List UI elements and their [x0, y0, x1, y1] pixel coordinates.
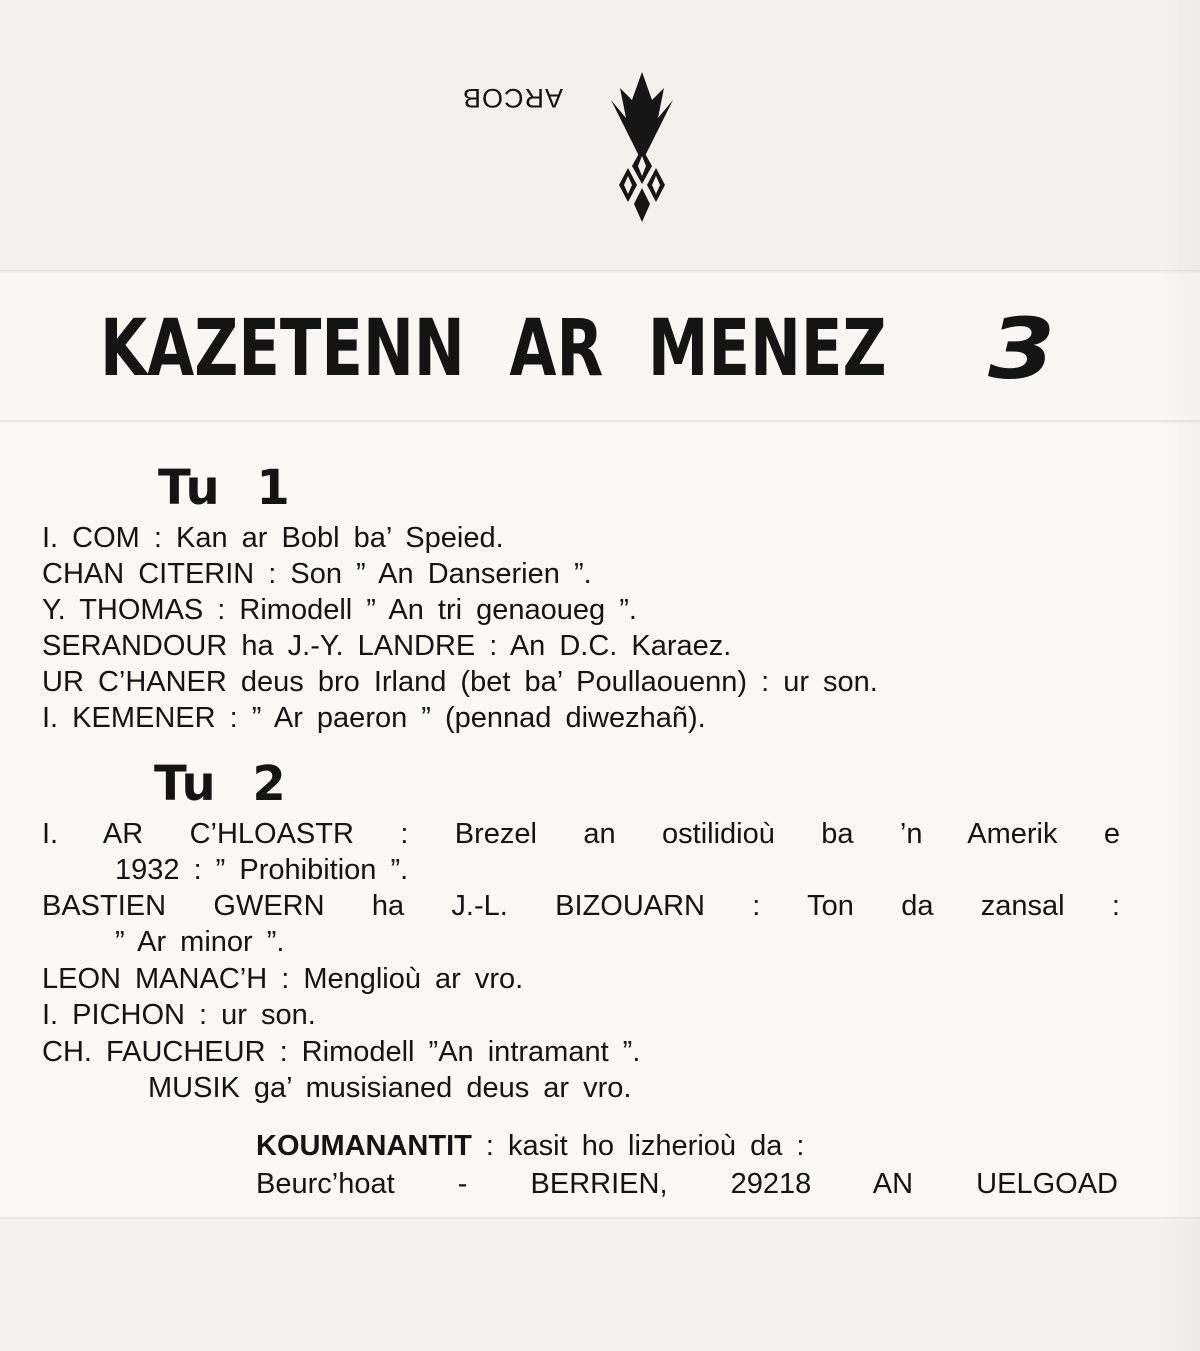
brand-name: ARCOB: [462, 83, 564, 113]
track-line: CH. FAUCHEUR : Rimodell ”An intramant ”.: [42, 1036, 641, 1068]
bottom-panel: [0, 1219, 1200, 1351]
top-panel: [0, 0, 1200, 272]
musicians-line: MUSIK ga’ musisianed deus ar vro.: [148, 1072, 632, 1104]
track-line: Y. THOMAS : Rimodell ” An tri genaoueg ”.: [42, 594, 637, 626]
side-2-heading: Tu 2: [154, 756, 286, 812]
track-line: UR C’HANER deus bro Irland (bet ba’ Poullaouenn) : ur son.: [42, 666, 878, 698]
track-line: I. AR C’HLOASTR : Brezel an ostilidioù ba ’n Amerik e: [42, 818, 1120, 850]
track-line: I. PICHON : ur son.: [42, 999, 316, 1031]
side-1-heading: Tu 1: [158, 460, 290, 516]
order-label: KOUMANANTIT: [256, 1130, 472, 1162]
stylized-flower-icon: [606, 70, 678, 226]
order-address: Beurc’hoat - BERRIEN, 29218 AN UELGOAD: [256, 1168, 1118, 1200]
paper-shade: [1160, 0, 1200, 1351]
title-volume-number: 3: [988, 300, 1056, 398]
fold-line: [0, 270, 1200, 274]
track-line: LEON MANAC’H : Menglioù ar vro.: [42, 963, 524, 995]
track-line-continued: 1932 : ” Prohibition ”.: [115, 854, 409, 886]
order-info: [256, 1128, 804, 1164]
fold-line: [0, 420, 1200, 424]
track-line: CHAN CITERIN : Son ” An Danserien ”.: [42, 558, 592, 590]
track-line: I. KEMENER : ” Ar paeron ” (pennad diwezhañ).: [42, 702, 706, 734]
fold-line: [0, 1217, 1200, 1221]
order-text: : kasit ho lizherioù da :: [471, 1130, 805, 1162]
track-line: SERANDOUR ha J.-Y. LANDRE : An D.C. Karaez.: [42, 630, 732, 662]
track-line: I. COM : Kan ar Bobl ba’ Speied.: [42, 522, 504, 554]
track-line-continued: ” Ar minor ”.: [115, 926, 285, 958]
title-text: KAZETENN AR MENEZ: [100, 304, 887, 394]
track-line: BASTIEN GWERN ha J.-L. BIZOUARN : Ton da zansal :: [42, 890, 1120, 922]
album-title: [100, 302, 1100, 397]
